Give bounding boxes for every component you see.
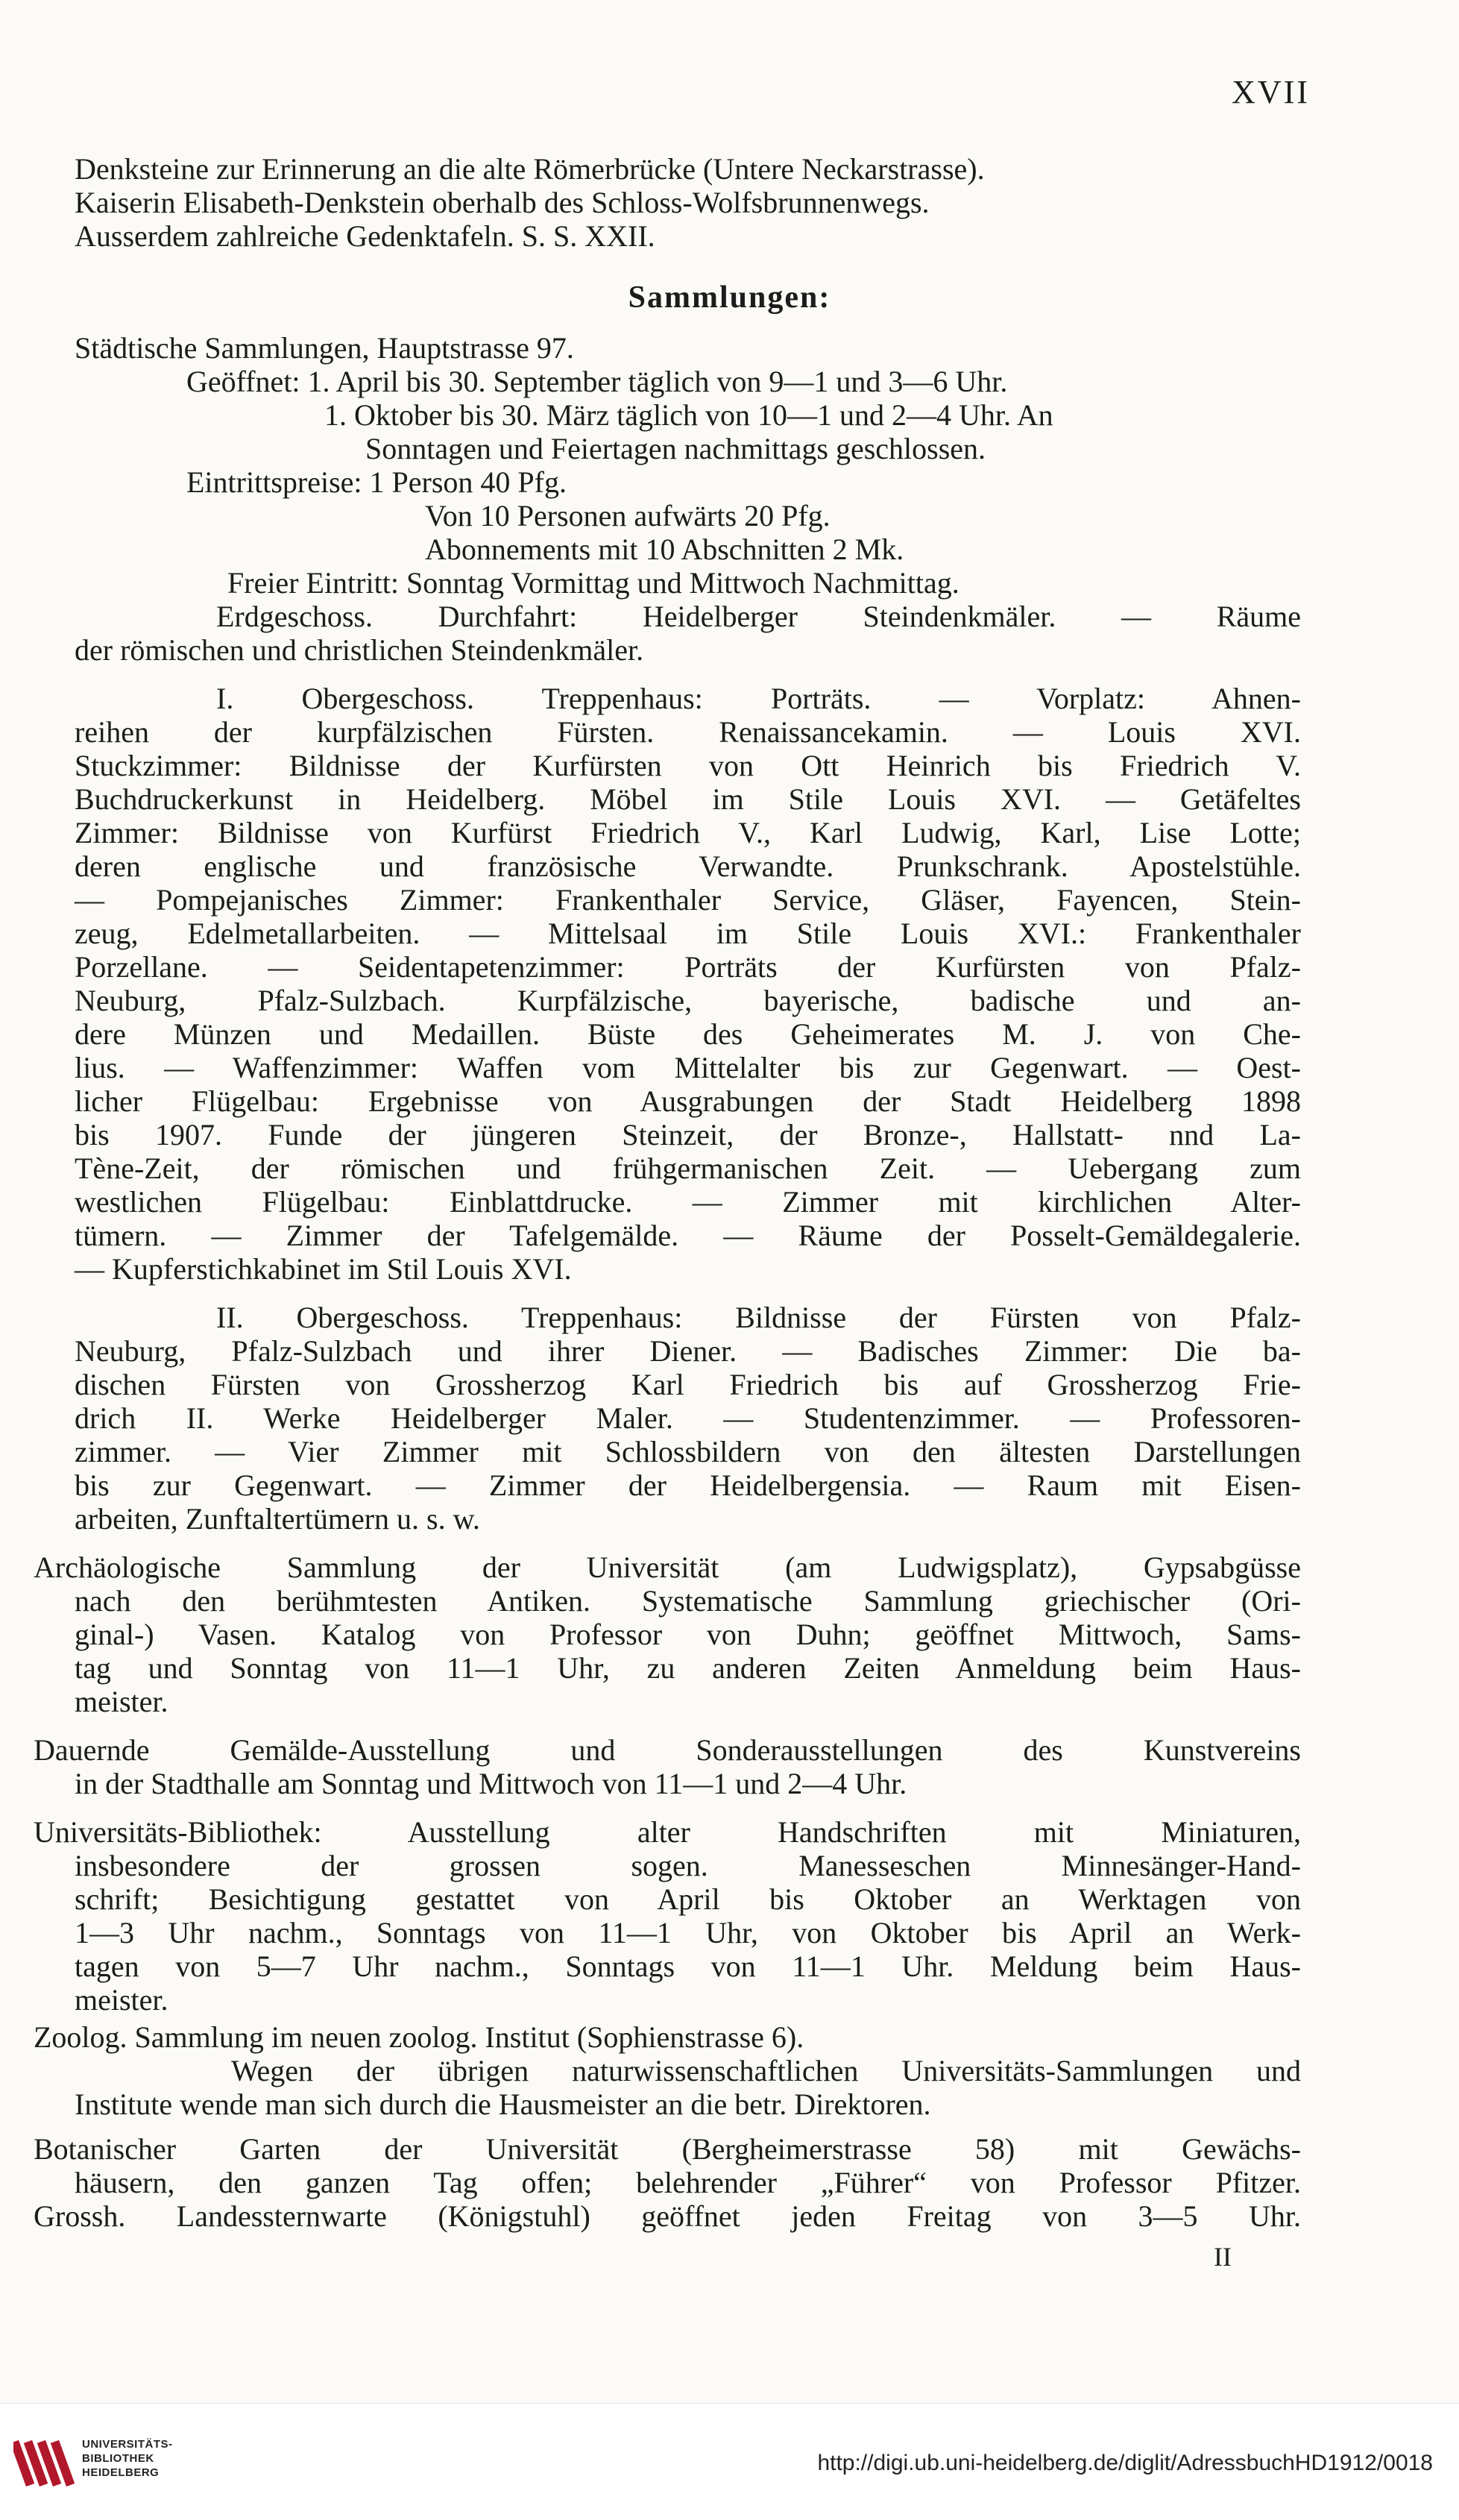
- text-line: 1. Oktober bis 30. März täglich von 10—1 und 2—4 Uhr. An: [324, 398, 1053, 432]
- text-line: Erdgeschoss. Durchfahrt: Heidelberger Steindenkmäler. — Räume: [216, 600, 1301, 633]
- text-line: Botanischer Garten der Universität (Bergheimerstrasse 58) mit Gewächs-: [34, 2132, 1301, 2166]
- text-line: meister.: [75, 1983, 168, 2017]
- section-heading: Sammlungen:: [628, 280, 831, 315]
- text-line: Dauernde Gemälde-Ausstellung und Sonderausstellungen des Kunstvereins: [34, 1733, 1301, 1767]
- source-url-link[interactable]: http://digi.ub.uni-heidelberg.de/diglit/AdressbuchHD1912/0018: [817, 2451, 1433, 2475]
- text-line: 1—3 Uhr nachm., Sonntags von 11—1 Uhr, von Oktober bis April an Werk-: [75, 1916, 1301, 1949]
- text-line: Neuburg, Pfalz-Sulzbach. Kurpfälzische, bayerische, badische und an-: [75, 984, 1301, 1017]
- text-line: Abonnements mit 10 Abschnitten 2 Mk.: [425, 532, 904, 566]
- text-line: lius. — Waffenzimmer: Waffen vom Mittelalter bis zur Gegenwart. — Oest-: [75, 1051, 1301, 1084]
- text-line: Institute wende man sich durch die Hausmeister an die betr. Direktoren.: [75, 2087, 931, 2121]
- text-line: reihen der kurpfälzischen Fürsten. Renaissancekamin. — Louis XVI.: [75, 715, 1301, 749]
- text-line: Universitäts-Bibliothek: Ausstellung alter Handschriften mit Miniaturen,: [34, 1815, 1301, 1849]
- text-line: in der Stadthalle am Sonntag und Mittwoch von 11—1 und 2—4 Uhr.: [75, 1767, 907, 1800]
- text-line: Sonntagen und Feiertagen nachmittags geschlossen.: [365, 432, 986, 465]
- text-line: westlichen Flügelbau: Einblattdrucke. — Zimmer mit kirchlichen Alter-: [75, 1185, 1301, 1219]
- text-line: der römischen und christlichen Steindenkmäler.: [75, 633, 644, 667]
- text-line: Zimmer: Bildnisse von Kurfürst Friedrich V., Karl Ludwig, Karl, Lise Lotte;: [75, 816, 1301, 849]
- text-line: Stuckzimmer: Bildnisse der Kurfürsten von Ott Heinrich bis Friedrich V.: [75, 749, 1301, 782]
- text-line: tümern. — Zimmer der Tafelgemälde. — Räume der Posselt-Gemäldegalerie.: [75, 1219, 1301, 1252]
- text-line: schrift; Besichtigung gestattet von April bis Oktober an Werktagen von: [75, 1882, 1301, 1916]
- text-line: zimmer. — Vier Zimmer mit Schlossbildern von den ältesten Darstellungen: [75, 1435, 1301, 1468]
- text-line: meister.: [75, 1685, 168, 1718]
- page-number: XVII: [1232, 74, 1310, 110]
- text-line: — Kupferstichkabinet im Stil Louis XVI.: [75, 1252, 572, 1286]
- text-line: Freier Eintritt: Sonntag Vormittag und Mittwoch Nachmittag.: [227, 566, 959, 600]
- library-logo-icon: [13, 2433, 75, 2494]
- text-line: Städtische Sammlungen, Hauptstrasse 97.: [75, 331, 574, 365]
- text-line: drich II. Werke Heidelberger Maler. — Studentenzimmer. — Professoren-: [75, 1401, 1301, 1435]
- text-line: insbesondere der grossen sogen. Manesseschen Minnesänger-Hand-: [75, 1849, 1301, 1882]
- text-line: häusern, den ganzen Tag offen; belehrender „Führer“ von Professor Pfitzer.: [75, 2166, 1301, 2199]
- text-line: Porzellane. — Seidentapetenzimmer: Porträts der Kurfürsten von Pfalz-: [75, 950, 1301, 984]
- text-line: Von 10 Personen aufwärts 20 Pfg.: [425, 499, 831, 532]
- text-line: licher Flügelbau: Ergebnisse von Ausgrabungen der Stadt Heidelberg 1898: [75, 1084, 1301, 1118]
- text-line: II. Obergeschoss. Treppenhaus: Bildnisse der Fürsten von Pfalz-: [216, 1301, 1301, 1334]
- text-line: — Pompejanisches Zimmer: Frankenthaler Service, Gläser, Fayencen, Stein-: [75, 883, 1301, 917]
- text-line: I. Obergeschoss. Treppenhaus: Porträts. — Vorplatz: Ahnen-: [216, 682, 1301, 715]
- text-line: Eintrittspreise: 1 Person 40 Pfg.: [186, 465, 567, 499]
- text-line: nach den berühmtesten Antiken. Systematische Sammlung griechischer (Ori-: [75, 1584, 1301, 1618]
- text-line: Denksteine zur Erinnerung an die alte Römerbrücke (Untere Neckarstrasse).: [75, 152, 985, 186]
- text-line: ginal-) Vasen. Katalog von Professor von Duhn; geöffnet Mittwoch, Sams-: [75, 1618, 1301, 1651]
- library-logo-text: UNIVERSITÄTS- BIBLIOTHEK HEIDELBERG: [82, 2438, 173, 2479]
- text-line: Zoolog. Sammlung im neuen zoolog. Institut (Sophienstrasse 6).: [34, 2020, 804, 2054]
- text-line: Geöffnet: 1. April bis 30. September täglich von 9—1 und 3—6 Uhr.: [186, 365, 1008, 398]
- text-line: Ausserdem zahlreiche Gedenktafeln. S. S. XXII.: [75, 219, 655, 253]
- text-line: Archäologische Sammlung der Universität (am Ludwigsplatz), Gypsabgüsse: [34, 1550, 1301, 1584]
- text-line: bis 1907. Funde der jüngeren Steinzeit, der Bronze-, Hallstatt- nnd La-: [75, 1118, 1301, 1151]
- text-line: tagen von 5—7 Uhr nachm., Sonntags von 11—1 Uhr. Meldung beim Haus-: [75, 1949, 1301, 1983]
- text-line: dischen Fürsten von Grossherzog Karl Friedrich bis auf Grossherzog Frie-: [75, 1368, 1301, 1401]
- text-line: Neuburg, Pfalz-Sulzbach und ihrer Diener. — Badisches Zimmer: Die ba-: [75, 1334, 1301, 1368]
- footer-page-number: II: [1214, 2242, 1232, 2272]
- text-line: bis zur Gegenwart. — Zimmer der Heidelbergensia. — Raum mit Eisen-: [75, 1468, 1301, 1502]
- text-line: Wegen der übrigen naturwissenschaftlichen Universitäts-Sammlungen und: [231, 2054, 1301, 2087]
- text-line: arbeiten, Zunftaltertümern u. s. w.: [75, 1502, 480, 1536]
- text-line: tag und Sonntag von 11—1 Uhr, zu anderen Zeiten Anmeldung beim Haus-: [75, 1651, 1301, 1685]
- text-line: zeug, Edelmetallarbeiten. — Mittelsaal im Stile Louis XVI.: Frankenthaler: [75, 917, 1301, 950]
- text-line: Kaiserin Elisabeth-Denkstein oberhalb des Schloss-Wolfsbrunnenwegs.: [75, 186, 930, 219]
- text-line: dere Münzen und Medaillen. Büste des Geheimerates M. J. von Che-: [75, 1017, 1301, 1051]
- text-line: Tène-Zeit, der römischen und frühgermanischen Zeit. — Uebergang zum: [75, 1151, 1301, 1185]
- text-line: Grossh. Landessternwarte (Königstuhl) geöffnet jeden Freitag von 3—5 Uhr.: [34, 2199, 1301, 2233]
- text-line: deren englische und französische Verwandte. Prunkschrank. Apostelstühle.: [75, 849, 1301, 883]
- text-line: Buchdruckerkunst in Heidelberg. Möbel im Stile Louis XVI. — Getäfeltes: [75, 782, 1301, 816]
